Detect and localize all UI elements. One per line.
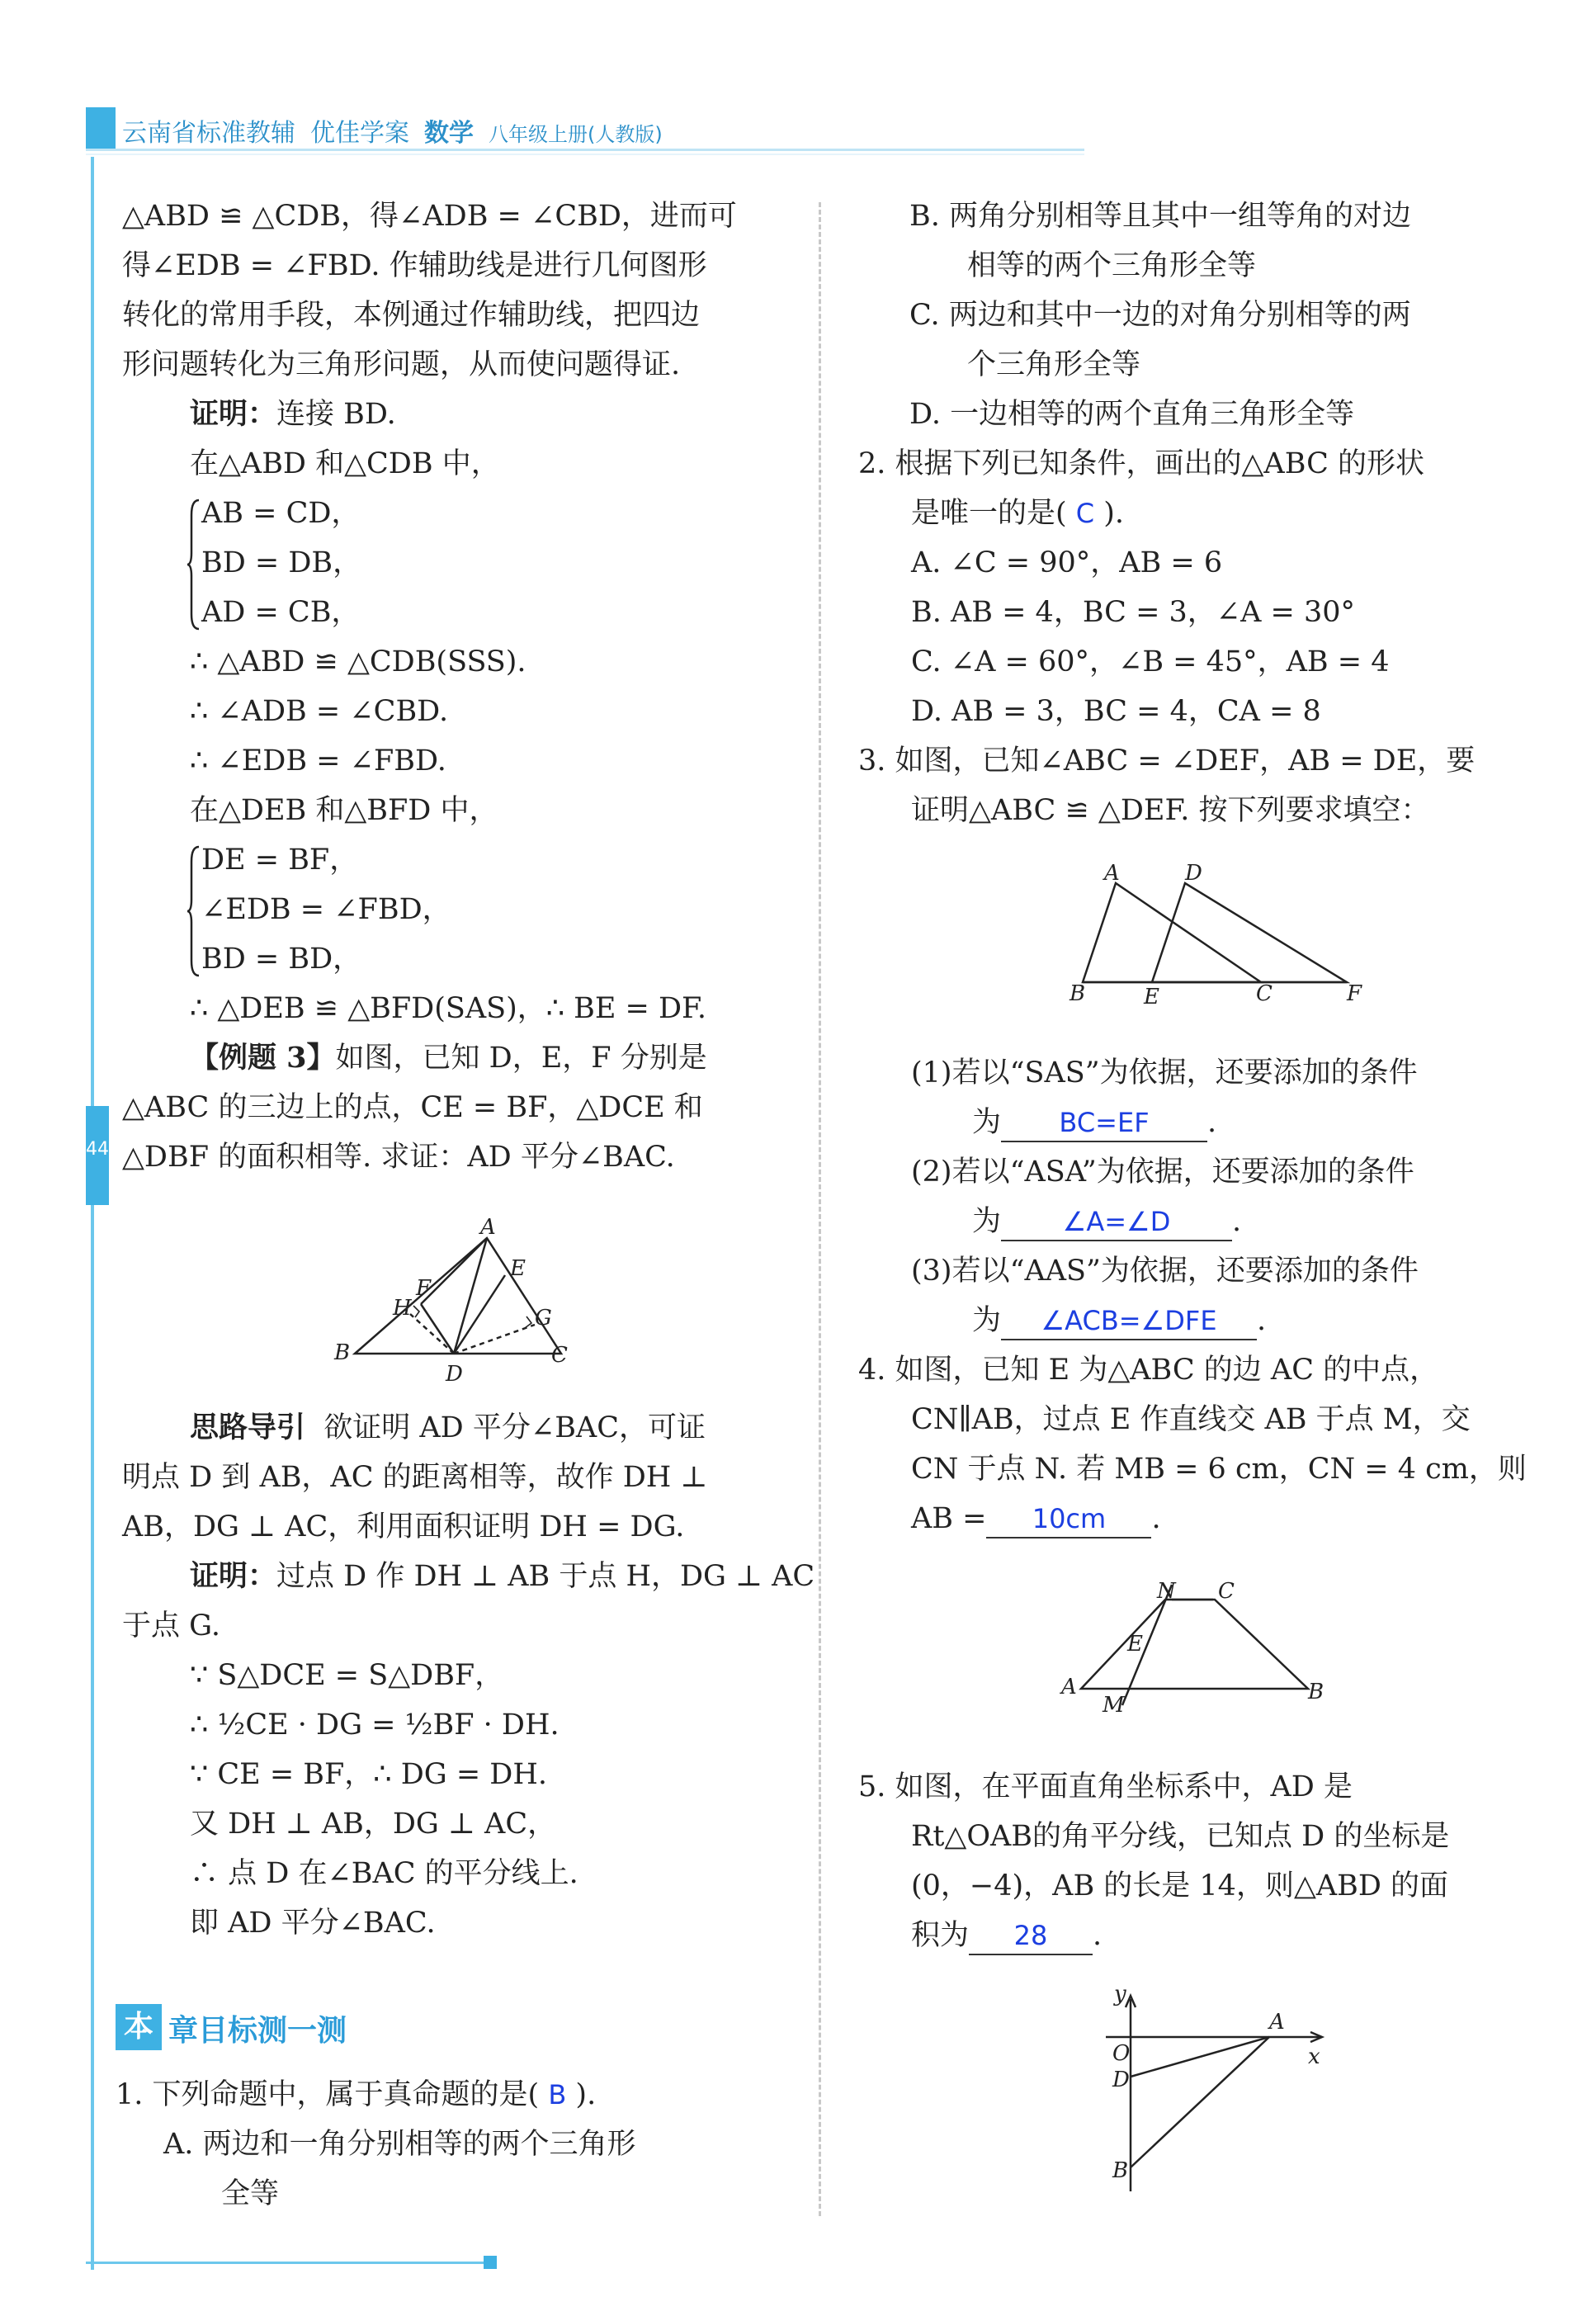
- column-divider: [819, 202, 821, 2216]
- example-text: 如图，已知 D，E，F 分别是: [335, 1042, 707, 1075]
- q5-prefix: 积为: [911, 1919, 970, 1952]
- q3-stem: 3. 如图，已知∠ABC = ∠DEF，AB = DE，要: [858, 744, 1476, 778]
- q4-answer: 10cm: [1032, 1503, 1107, 1534]
- text-line: △ABC 的三边上的点，CE = BF，△DCE 和: [122, 1091, 703, 1124]
- label-b: B: [1308, 1680, 1324, 1704]
- q1-option-c-cont: 个三角形全等: [967, 348, 1141, 381]
- text-line: △DBF 的面积相等. 求证：AD 平分∠BAC.: [122, 1141, 675, 1174]
- text-line: 在△ABD 和△CDB 中，: [190, 447, 500, 480]
- q3-part-1-blank[interactable]: [1001, 1104, 1207, 1142]
- q1-text: 1. 下列命题中，属于真命题的是(: [116, 2078, 540, 2111]
- label-b: B: [1070, 981, 1086, 1006]
- left-brace-icon: [187, 845, 201, 977]
- margin-rail: [91, 157, 94, 2270]
- text-line: 在△DEB 和△BFD 中，: [190, 794, 498, 827]
- left-brace-icon: [187, 499, 201, 631]
- proof-step: ∵ S△DCE = S△DBF，: [190, 1659, 504, 1692]
- page-number: 44: [86, 1139, 109, 1160]
- header-series: 云南省标准教辅: [122, 119, 295, 148]
- right-column: [858, 191, 1535, 835]
- header-subject: 数学: [424, 119, 474, 148]
- label-d: D: [1112, 2068, 1130, 2092]
- footer-square: [484, 2256, 497, 2269]
- label-e: E: [1144, 985, 1159, 1007]
- header-grade: 八年级上册(人教版): [489, 123, 663, 146]
- q3-stem-cont: 证明△ABC ≌ △DEF. 按下列要求填空：: [911, 794, 1430, 827]
- q2-option: B. AB = 4，BC = 3，∠A = 30°: [911, 596, 1356, 629]
- q1-stem: [116, 2070, 800, 2120]
- guide-label: 思路导引: [190, 1411, 306, 1444]
- q2-option: A. ∠C = 90°，AB = 6: [911, 546, 1223, 579]
- label-f: F: [1347, 981, 1362, 1006]
- q3-part-3-blank[interactable]: [1001, 1302, 1257, 1340]
- text-line: 形问题转化为三角形问题，从而使问题得证.: [122, 348, 681, 381]
- example-3: [122, 1033, 791, 1083]
- q4-blank[interactable]: [986, 1501, 1151, 1538]
- q2-text: 是唯一的是(: [911, 497, 1067, 530]
- proof-step: ∴ △DEB ≌ △BFD(SAS)，∴ BE = DF.: [190, 992, 707, 1025]
- label-m: M: [1103, 1693, 1125, 1718]
- label-d: D: [1185, 861, 1202, 886]
- q3-part-2-prefix: 为: [972, 1205, 1002, 1238]
- text-line: △ABD ≌ △CDB，得∠ADB = ∠CBD，进而可: [122, 200, 737, 233]
- left-column: [122, 191, 791, 1182]
- text-line: 得∠EDB = ∠FBD. 作辅助线是进行几何图形: [122, 249, 707, 282]
- proof-step: ∴ △ABD ≌ △CDB(SSS).: [190, 645, 526, 678]
- q3-part-2: (2)若以“ASA”为依据，还要添加的条件: [911, 1156, 1414, 1189]
- example-label: 【例题 3】: [190, 1041, 336, 1075]
- section-box: 本: [116, 2004, 162, 2050]
- q1-option-b-cont: 相等的两个三角形全等: [967, 249, 1257, 282]
- q2-answer: C: [1075, 498, 1095, 529]
- text-line: 转化的常用手段，本例通过作辅助线，把四边: [122, 299, 701, 332]
- q4-stem: 4. 如图，已知 E 为△ABC 的边 AC 的中点，: [858, 1354, 1439, 1387]
- label-b: B: [1112, 2158, 1129, 2183]
- question-1: [116, 2070, 800, 2219]
- q3-part-2-answer-line: 为 ∠A=∠D .: [858, 1197, 1535, 1246]
- proof-step: ∴ 点 D 在∠BAC 的平分线上.: [190, 1857, 578, 1890]
- q5-stem: 5. 如图，在平面直角坐标系中，AD 是: [858, 1770, 1353, 1803]
- q2-option: D. AB = 3，BC = 4，CA = 8: [911, 695, 1321, 728]
- page-header: [122, 112, 663, 149]
- header-rule-light: [86, 154, 1084, 155]
- q1-option-b: B. 两角分别相等且其中一组等角的对边: [909, 200, 1411, 233]
- figure-coordinate-plane: [1089, 1981, 1337, 2195]
- equation: ∠EDB = ∠FBD，: [201, 893, 451, 926]
- label-b: B: [334, 1340, 351, 1365]
- q3-part-1-prefix: 为: [972, 1106, 1002, 1139]
- q1-option-c: C. 两边和其中一边的对角分别相等的两: [909, 299, 1411, 332]
- left-column-lower: [122, 1403, 815, 1948]
- q5-answer-line: 积为 28 .: [858, 1911, 1535, 1960]
- q5-answer: 28: [1013, 1920, 1048, 1951]
- text-line: AB，DG ⊥ AC，利用面积证明 DH = DG.: [122, 1510, 685, 1543]
- label-n: N: [1157, 1579, 1176, 1604]
- equation: DE = BF，: [201, 844, 359, 877]
- label-d: D: [446, 1362, 463, 1387]
- guide-line: [122, 1403, 791, 1453]
- proof-step: ∴ ∠ADB = ∠CBD.: [190, 695, 449, 728]
- q2-stem-cont: [858, 489, 1535, 538]
- guide-text: 欲证明 AD 平分∠BAC，可证: [323, 1411, 706, 1444]
- label-c: C: [551, 1343, 568, 1368]
- q4-prefix: AB =: [911, 1502, 987, 1535]
- section-title: 章目标测一测: [168, 2014, 347, 2048]
- header-tab: [86, 107, 116, 149]
- proof2-label: 证明：: [190, 1560, 277, 1593]
- q5-blank[interactable]: [969, 1917, 1093, 1955]
- label-c: C: [1218, 1579, 1235, 1604]
- segment-dg: [454, 1325, 535, 1354]
- label-a: A: [1104, 861, 1120, 886]
- q3-part-3-answer: ∠ACB=∠DFE: [1041, 1305, 1217, 1336]
- q2-option: C. ∠A = 60°，∠B = 45°，AB = 4: [911, 645, 1390, 678]
- q3-part-2-blank[interactable]: [1001, 1203, 1232, 1241]
- segment-de: [454, 1275, 505, 1354]
- figure-triangle-abc: [330, 1217, 594, 1391]
- q3-part-3-prefix: 为: [972, 1304, 1002, 1337]
- figure-congruent-triangles: [1065, 858, 1386, 1007]
- label-e: E: [1127, 1632, 1143, 1657]
- proof-step: ∴ ½CE · DG = ½BF · DH.: [190, 1709, 560, 1742]
- q1-option-d: D. 一边相等的两个直角三角形全等: [909, 398, 1355, 431]
- proof2-first: 过点 D 作 DH ⊥ AB 于点 H，DG ⊥ AC: [276, 1560, 815, 1593]
- q4-stem-cont: CN∥AB，过点 E 作直线交 AB 于点 M，交: [911, 1403, 1471, 1436]
- q3-part-1-answer: BC=EF: [1059, 1107, 1150, 1138]
- label-c: C: [1256, 981, 1273, 1006]
- label-x: x: [1308, 2044, 1320, 2069]
- label-g: G: [535, 1306, 552, 1331]
- equation: AD = CB，: [201, 596, 361, 629]
- proof-step: ∴ ∠EDB = ∠FBD.: [190, 744, 446, 778]
- question-3-parts: [858, 1048, 1535, 1543]
- q3-part-3: (3)若以“AAS”为依据，还要添加的条件: [911, 1255, 1419, 1288]
- q4-answer-line: AB = 10cm .: [858, 1494, 1535, 1543]
- label-a: A: [1269, 2010, 1285, 2035]
- q3-part-1-answer-line: 为 BC=EF .: [858, 1098, 1535, 1147]
- equation-system-1: [122, 489, 791, 637]
- q4-stem-cont: CN 于点 N. 若 MB = 6 cm，CN = 4 cm，则: [911, 1453, 1527, 1486]
- proof-step: 即 AD 平分∠BAC.: [190, 1907, 436, 1940]
- proof-step: 又 DH ⊥ AB，DG ⊥ AC，: [190, 1808, 557, 1841]
- proof-first: 连接 BD.: [276, 398, 396, 431]
- equation-system-2: [122, 835, 791, 984]
- equation: AB = CD，: [201, 497, 361, 530]
- proof-label: 证明：: [190, 398, 277, 431]
- q5-stem-cont: (0，−4)，AB 的长是 14，则△ABD 的面: [911, 1869, 1449, 1902]
- proof-step: 于点 G.: [122, 1609, 220, 1642]
- q1-option-a-cont: 全等: [221, 2177, 280, 2210]
- equation: BD = BD，: [201, 943, 362, 976]
- proof2-start: [122, 1552, 815, 1601]
- figure-trapezoid: [1056, 1568, 1329, 1725]
- triangle-def: [1152, 883, 1347, 982]
- label-e: E: [510, 1256, 526, 1281]
- q1-suffix: ).: [575, 2078, 597, 2111]
- q1-answer: B: [548, 2079, 567, 2110]
- label-f: F: [416, 1276, 432, 1301]
- proof-step: ∵ CE = BF，∴ DG = DH.: [190, 1758, 548, 1791]
- label-h: H: [393, 1296, 412, 1321]
- text-line: 明点 D 到 AB，AC 的距离相等，故作 DH ⊥: [122, 1461, 708, 1494]
- q2-stem: 2. 根据下列已知条件，画出的△ABC 的形状: [858, 447, 1424, 480]
- q3-part-1: (1)若以“SAS”为依据，还要添加的条件: [911, 1056, 1418, 1089]
- label-a: A: [480, 1217, 496, 1240]
- header-rule: [86, 149, 1084, 151]
- q2-suffix: ).: [1103, 497, 1125, 530]
- label-o: O: [1112, 2041, 1131, 2066]
- q3-part-3-answer-line: 为 ∠ACB=∠DFE .: [858, 1296, 1535, 1345]
- label-y: y: [1114, 1982, 1126, 2006]
- q3-part-2-answer: ∠A=∠D: [1062, 1206, 1171, 1237]
- question-5: [858, 1762, 1535, 1960]
- proof-start: [122, 390, 791, 439]
- equation: BD = DB，: [201, 546, 362, 579]
- triangle-abc: [1083, 883, 1261, 982]
- q5-stem-cont: Rt△OAB的角平分线，已知点 D 的坐标是: [911, 1820, 1450, 1853]
- footer-rule: [86, 2262, 490, 2264]
- q1-option-a: A. 两边和一角分别相等的两个三角形: [163, 2128, 636, 2161]
- triangle-abc-quad: [1081, 1600, 1308, 1689]
- label-a: A: [1061, 1675, 1077, 1699]
- header-book: 优佳学案: [310, 119, 409, 148]
